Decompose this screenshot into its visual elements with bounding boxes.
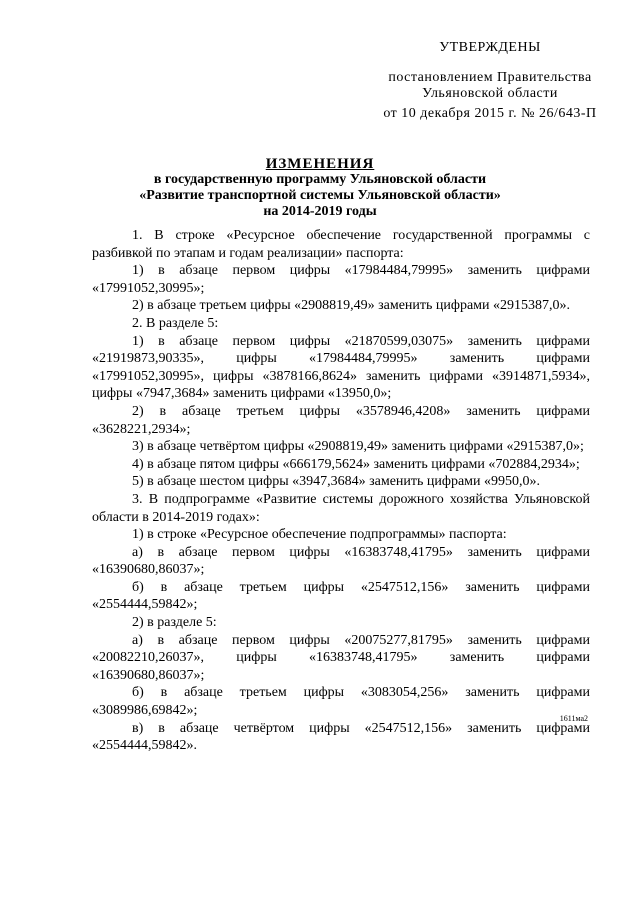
paragraph-1-1: 1) в абзаце первом цифры «17984484,79995» заменить цифрами «17991052,30995»; bbox=[92, 263, 590, 296]
paragraph-3-2: 2) в разделе 5: bbox=[132, 615, 217, 631]
approval-line-1: постановлением Правительства bbox=[388, 70, 592, 85]
paragraph-2-4: 4) в абзаце пятом цифры «666179,5624» заменить цифрами «702884,2934»; bbox=[132, 456, 580, 472]
paragraph-3-2-a: а) в абзаце первом цифры «20075277,81795» заменить цифрами «20082210,26037», цифры «16383748,41795» заменить цифрами «16390680,86037»; bbox=[92, 632, 590, 683]
paragraph-2: 2. В разделе 5: bbox=[132, 315, 219, 331]
paragraph-2-2: 2) в абзаце третьем цифры «3578946,4208» заменить цифрами «3628221,2934»; bbox=[92, 403, 590, 437]
heading-line-2: «Развитие транспортной системы Ульяновской области» bbox=[139, 188, 501, 203]
paragraph-3-1-b: б) в абзаце третьем цифры «2547512,156» заменить цифрами «2554444,59842»; bbox=[92, 579, 590, 613]
document-stamp: 1611ма2 bbox=[559, 714, 588, 723]
paragraph-2-3: 3) в абзаце четвёртом цифры «2908819,49» заменить цифрами «2915387,0»; bbox=[132, 439, 584, 455]
approval-line-2: Ульяновской области bbox=[422, 86, 558, 101]
paragraph-2-5: 5) в абзаце шестом цифры «3947,3684» заменить цифрами «9950,0». bbox=[132, 474, 541, 490]
paragraph-2-1: 1) в абзаце первом цифры «21870599,03075» заменить цифрами «21919873,90335», цифры «17984484,79995» заменить цифрами «17991052,30995», цифры «3878166,8624» заменить цифрами «3914871,5934», цифры «7947,3684» заменить цифрами «13950,0»; bbox=[92, 333, 590, 402]
document-heading bbox=[90, 156, 550, 220]
paragraph-3: 3. В подпрограмме «Развитие системы дорожного хозяйства Ульяновской области в 2014-2019 годах»: bbox=[92, 491, 590, 525]
paragraph-3-2-c: в) в абзаце четвёртом цифры «2547512,156» заменить цифрами «2554444,59842». bbox=[92, 720, 590, 754]
paragraph-3-1: 1) в строке «Ресурсное обеспечение подпрограммы» паспорта: bbox=[132, 527, 507, 543]
approval-block bbox=[380, 40, 600, 122]
heading-line-1: в государственную программу Ульяновской области bbox=[153, 172, 487, 187]
approval-line-3: от 10 декабря 2015 г. № 26/643-П bbox=[383, 106, 597, 121]
heading-line-3: на 2014-2019 годы bbox=[263, 204, 377, 219]
paragraph-1-2: 2) в абзаце третьем цифры «2908819,49» заменить цифрами «2915387,0». bbox=[132, 298, 571, 314]
paragraph-3-2-b: б) в абзаце третьем цифры «3083054,256» заменить цифрами «3089986,69842»; bbox=[92, 685, 590, 719]
paragraph-3-1-a: а) в абзаце первом цифры «16383748,41795» заменить цифрами «16390680,86037»; bbox=[92, 544, 590, 578]
heading-title: ИЗМЕНЕНИЯ bbox=[265, 156, 375, 172]
document-body bbox=[92, 227, 590, 755]
paragraph-1: 1. В строке «Ресурсное обеспечение государственной программы с разбивкой по этапам и годам реализации» паспорта: bbox=[92, 228, 590, 261]
approval-title: УТВЕРЖДЕНЫ bbox=[439, 40, 541, 55]
